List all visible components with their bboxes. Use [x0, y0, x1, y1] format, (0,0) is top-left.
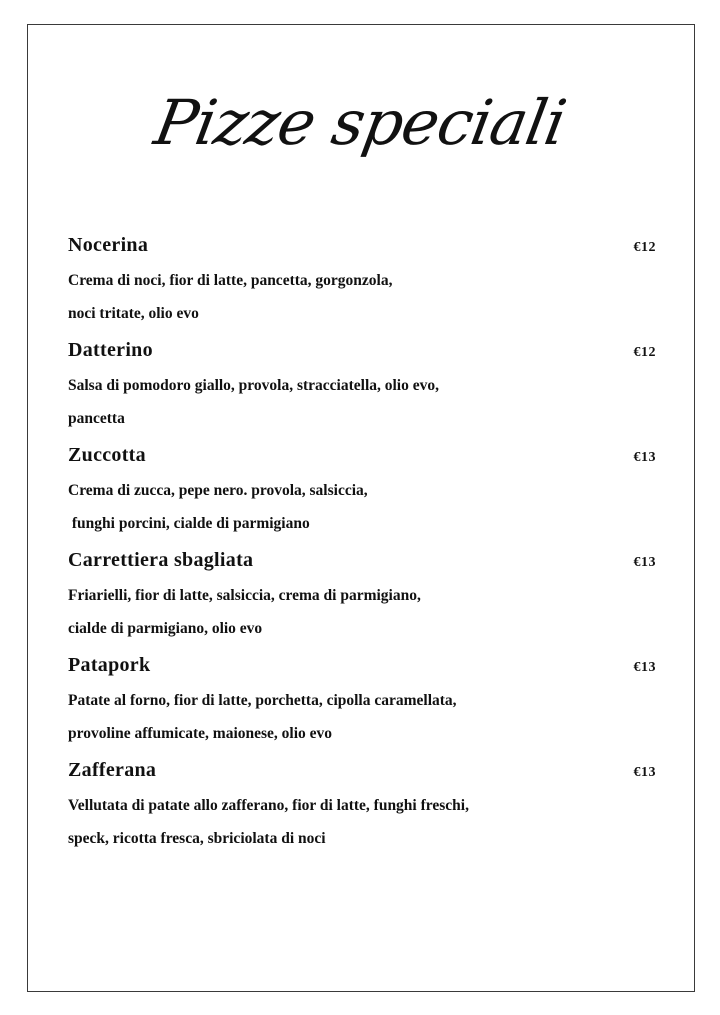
item-name: Patapork — [68, 654, 151, 676]
item-description-line: speck, ricotta fresca, sbriciolata di noci — [68, 830, 326, 847]
menu-item-patapork — [68, 650, 658, 755]
item-description-line: noci tritate, olio evo — [68, 305, 199, 322]
item-name: Nocerina — [68, 234, 149, 256]
item-description-line: Crema di zucca, pepe nero. provola, salsiccia, — [68, 482, 368, 499]
menu-item-zuccotta — [68, 440, 658, 545]
item-description-line: Salsa di pomodoro giallo, provola, stracciatella, olio evo, — [68, 377, 439, 394]
item-price: €12 — [633, 345, 656, 360]
item-price: €12 — [633, 240, 656, 255]
menu-item-datterino — [68, 335, 658, 440]
item-description-line: Crema di noci, fior di latte, pancetta, gorgonzola, — [68, 272, 393, 289]
item-name: Zuccotta — [68, 444, 146, 466]
item-description-line: pancetta — [68, 410, 125, 427]
menu-item-nocerina — [68, 230, 658, 335]
menu-item-zafferana — [68, 755, 658, 860]
menu-list — [68, 230, 658, 860]
item-price: €13 — [633, 555, 656, 570]
item-description-line: funghi porcini, cialde di parmigiano — [68, 515, 310, 532]
item-name: Carrettiera sbagliata — [68, 549, 254, 571]
item-description-line: Friarielli, fior di latte, salsiccia, crema di parmigiano, — [68, 587, 421, 604]
item-name: Zafferana — [68, 759, 157, 781]
menu-item-carrettiera-sbagliata — [68, 545, 658, 650]
item-description-line: cialde di parmigiano, olio evo — [68, 620, 263, 637]
item-description-line: Patate al forno, fior di latte, porchetta, cipolla caramellata, — [68, 692, 457, 709]
item-price: €13 — [633, 765, 656, 780]
item-description-line: Vellutata di patate allo zafferano, fior di latte, funghi freschi, — [68, 797, 469, 814]
item-price: €13 — [633, 660, 656, 675]
menu-title: Pizze speciali — [149, 86, 571, 159]
item-price: €13 — [633, 450, 656, 465]
item-name: Datterino — [68, 339, 153, 361]
item-description-line: provoline affumicate, maionese, olio evo — [68, 725, 333, 742]
